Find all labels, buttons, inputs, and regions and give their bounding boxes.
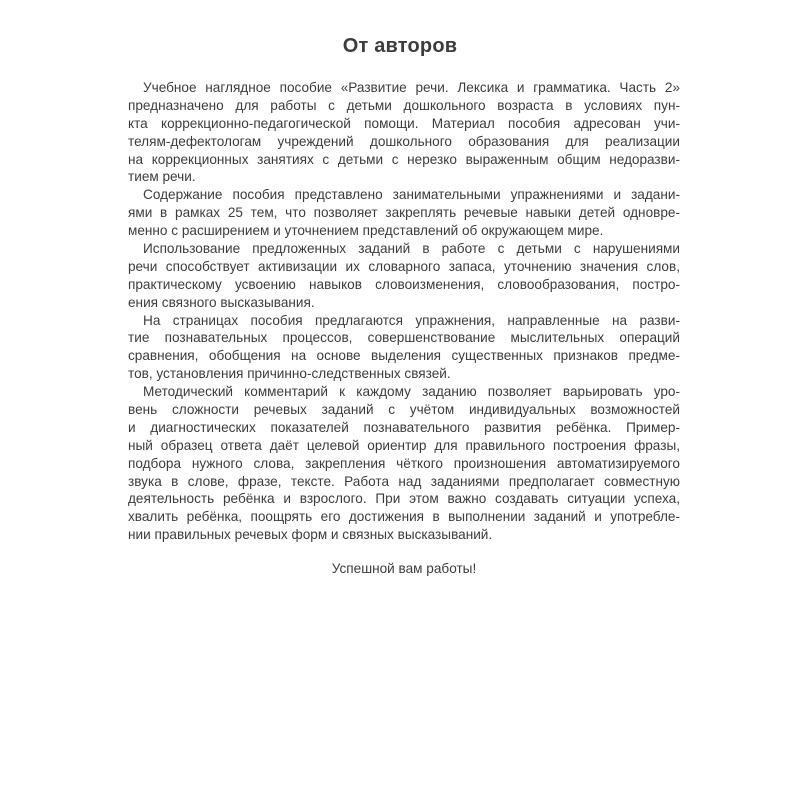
text-line: телям-дефектологам учреждений дошкольного образования для реализации [128, 133, 680, 149]
text-line: предназначено для работы с детьми дошкольного возраста в условиях пун- [128, 97, 680, 113]
text-line: тием речи. [128, 169, 196, 185]
paragraph [128, 79, 680, 186]
closing-line: Успешной вам работы! [331, 561, 477, 576]
page-title: От авторов [342, 35, 458, 57]
body-text [128, 79, 680, 544]
text-line: хвалить ребёнка, поощрять его достижения в выполнении заданий и употребле- [128, 509, 680, 525]
text-line: практическому усвоению навыков словоизменения, словообразования, постро- [128, 276, 680, 292]
paragraph [128, 312, 680, 384]
text-line: подбора нужного слова, закрепления чёткого произношения автоматизируемого [128, 455, 680, 471]
text-line: речи способствует активизации их словарного запаса, уточнению значения слов, [128, 258, 680, 274]
text-line: звука в слове, фразе, тексте. Работа над заданиями предполагает совместную [128, 473, 680, 489]
paragraph [128, 383, 680, 544]
text-line: ями в рамках 25 тем, что позволяет закреплять речевые навыки детей одновре- [128, 205, 680, 221]
text-line: нии правильных речевых форм и связных высказываний. [128, 527, 493, 543]
text-line: сравнения, обобщения на основе выделения существенных признаков предме- [128, 348, 680, 364]
text-line: Методический комментарий к каждому заданию позволяет варьировать уро- [143, 384, 680, 400]
text-line: На страницах пособия предлагаются упражнения, направленные на разви- [143, 312, 680, 328]
text-line: вень сложности речевых заданий с учётом индивидуальных возможностей [128, 402, 680, 418]
text-line: тие познавательных процессов, совершенствование мыслительных операций [128, 330, 680, 346]
text-line: и диагностических показателей познавательного развития ребёнка. Пример- [128, 419, 680, 435]
text-line: ения связного высказывания. [128, 294, 315, 310]
text-line: Учебное наглядное пособие «Развитие речи. Лексика и грамматика. Часть 2» [143, 80, 680, 95]
text-line: менно с расширением и уточнением представлений об окружающем мире. [128, 223, 604, 239]
text-line: кта коррекционно-педагогической помощи. Материал пособия адресован учи- [128, 115, 680, 131]
text-line: Содержание пособия представлено занимательными упражнениями и задани- [143, 187, 680, 203]
paragraph [128, 186, 680, 240]
text-line: на коррекционных занятиях с детьми с нерезко выраженным общим недоразви- [128, 151, 680, 167]
text-line: деятельность ребёнка и взрослого. При этом важно создавать ситуации успеха, [128, 491, 680, 507]
text-line: ный образец ответа даёт целевой ориентир для правильного построения фразы, [128, 437, 680, 453]
text-line: тов, установления причинно-следственных связей. [128, 366, 451, 382]
text-line: Использование предложенных заданий в работе с детьми с нарушениями [143, 241, 680, 257]
paragraph [128, 240, 680, 312]
